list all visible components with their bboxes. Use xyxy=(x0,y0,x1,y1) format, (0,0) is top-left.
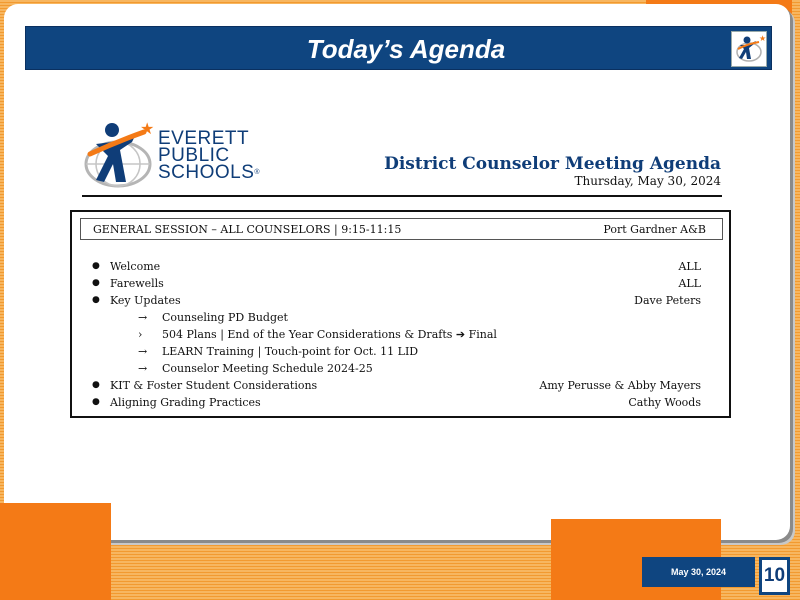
list-item xyxy=(72,377,729,394)
list-item xyxy=(72,394,729,411)
bullet-icon: ● xyxy=(92,397,100,407)
logo-line-2: PUBLIC xyxy=(158,145,230,166)
list-item xyxy=(72,258,729,275)
item-presenter: Cathy Woods xyxy=(628,396,701,409)
slide-title: Today’s Agenda xyxy=(306,34,506,64)
item-label: Aligning Grading Practices xyxy=(110,396,261,409)
logo-registered: ® xyxy=(254,169,261,176)
item-presenter: ALL xyxy=(678,260,701,273)
bullet-icon: ● xyxy=(92,278,100,288)
list-item xyxy=(72,292,729,309)
sub-item-label: 504 Plans | End of the Year Considerations & Drafts ➔ Final xyxy=(162,328,497,341)
sub-item xyxy=(72,326,729,343)
title-bar xyxy=(25,26,772,70)
page-number: 10 xyxy=(759,557,790,595)
logo-line-3: SCHOOLS xyxy=(158,162,255,183)
svg-text:★: ★ xyxy=(759,34,766,43)
session-location: Port Gardner A&B xyxy=(603,223,706,236)
bullet-icon: ● xyxy=(92,295,100,305)
agenda-items xyxy=(72,258,729,411)
arrow-icon: → xyxy=(138,345,148,358)
session-name: GENERAL SESSION – ALL COUNSELORS | 9:15-11:15 xyxy=(93,223,402,236)
footer-date: May 30, 2024 xyxy=(642,557,755,587)
chevron-right-icon: › xyxy=(138,328,143,341)
item-label: Welcome xyxy=(110,260,161,273)
item-presenter: Dave Peters xyxy=(634,294,701,307)
district-logo-icon xyxy=(731,31,767,67)
bullet-icon: ● xyxy=(92,380,100,390)
sub-item-label: LEARN Training | Touch-point for Oct. 11 LID xyxy=(162,345,419,358)
svg-text:★: ★ xyxy=(140,119,155,138)
agenda-date: Thursday, May 30, 2024 xyxy=(574,174,721,188)
logo-wordmark xyxy=(158,130,260,181)
agenda-title: District Counselor Meeting Agenda xyxy=(384,154,721,174)
agenda-box xyxy=(70,210,731,418)
bullet-icon: ● xyxy=(92,261,100,271)
item-presenter: ALL xyxy=(678,277,701,290)
everett-logo xyxy=(80,118,300,196)
item-label: Key Updates xyxy=(110,294,181,307)
logo-line-1: EVERETT xyxy=(158,128,250,149)
item-presenter: Amy Perusse & Abby Mayers xyxy=(539,379,701,392)
sub-item xyxy=(72,343,729,360)
sub-item xyxy=(72,309,729,326)
header-divider xyxy=(82,195,722,197)
item-label: KIT & Foster Student Considerations xyxy=(110,379,318,392)
sub-item-label: Counselor Meeting Schedule 2024-25 xyxy=(162,362,373,375)
session-header xyxy=(80,218,723,240)
arrow-icon: → xyxy=(138,362,148,375)
list-item xyxy=(72,275,729,292)
logo-figure-icon xyxy=(80,118,156,194)
sub-item xyxy=(72,360,729,377)
sub-item-label: Counseling PD Budget xyxy=(162,311,288,324)
orange-accent-bottom-left xyxy=(0,503,111,600)
arrow-icon: → xyxy=(138,311,148,324)
item-label: Farewells xyxy=(110,277,164,290)
